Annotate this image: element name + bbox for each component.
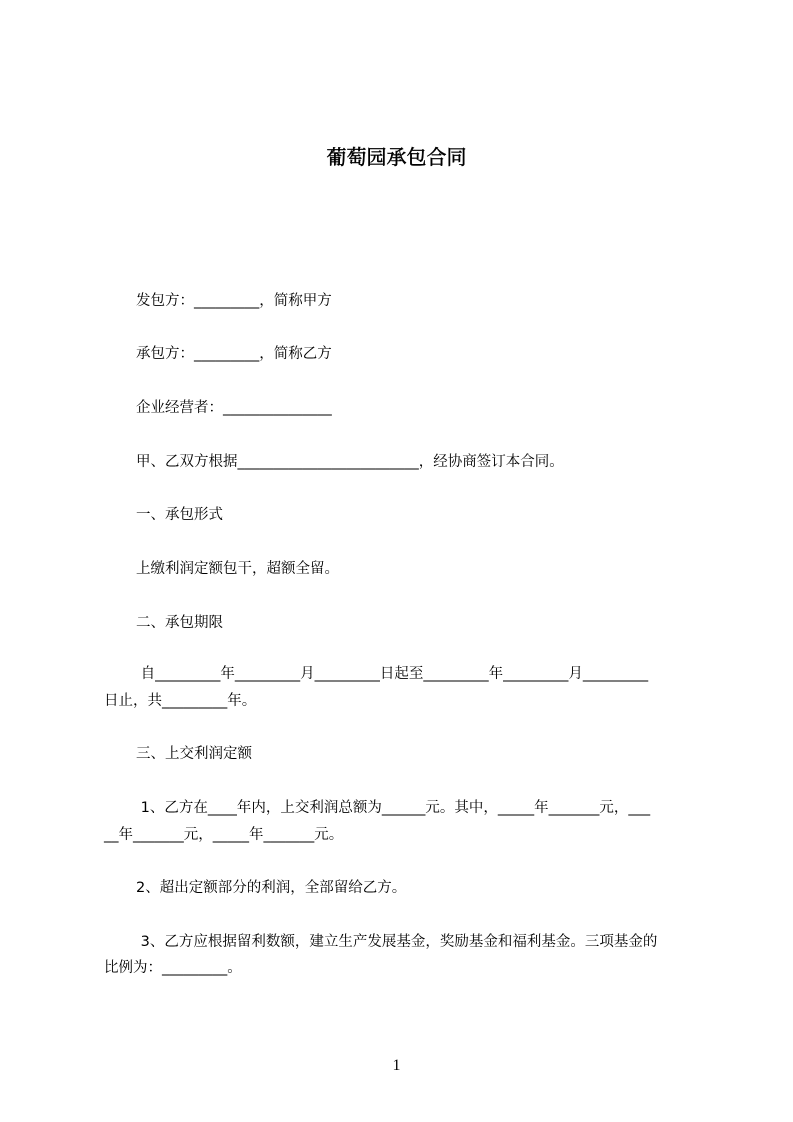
section-heading-contract-form: 一、承包形式 [136,507,223,523]
contract-period-line-2: 日止，共_________年。 [104,693,257,709]
contract-form-text: 上缴利润定额包干，超额全留。 [136,561,339,577]
operator-line: 企业经营者：_______________ [136,400,332,416]
section-heading-profit-quota: 三、上交利润定额 [136,746,252,762]
page-number: 1 [392,1057,401,1074]
profit-clause-1-line-1: 1、乙方在____年内，上交利润总额为______元。其中，_____年_______元，___ [136,800,651,816]
party-a-line: 发包方：_________，简称甲方 [136,293,332,309]
agreement-basis-line: 甲、乙双方根据_________________________，经协商签订本合同。 [136,454,564,470]
profit-clause-3-line-1: 3、乙方应根据留利数额，建立生产发展基金，奖励基金和福利基金。三项基金的 [136,934,658,950]
section-heading-contract-period: 二、承包期限 [136,615,223,631]
contract-period-line-1: 自_________年_________月_________日起至_________年_________月_________ [136,666,649,682]
profit-clause-1-line-2: __年_______元，_____年_______元。 [104,827,344,843]
party-b-line: 承包方：_________，简称乙方 [136,346,332,362]
document-title: 葡萄园承包合同 [326,145,467,169]
profit-clause-2: 2、超出定额部分的利润，全部留给乙方。 [136,880,407,896]
profit-clause-3-line-2: 比例为：_________。 [104,960,242,976]
